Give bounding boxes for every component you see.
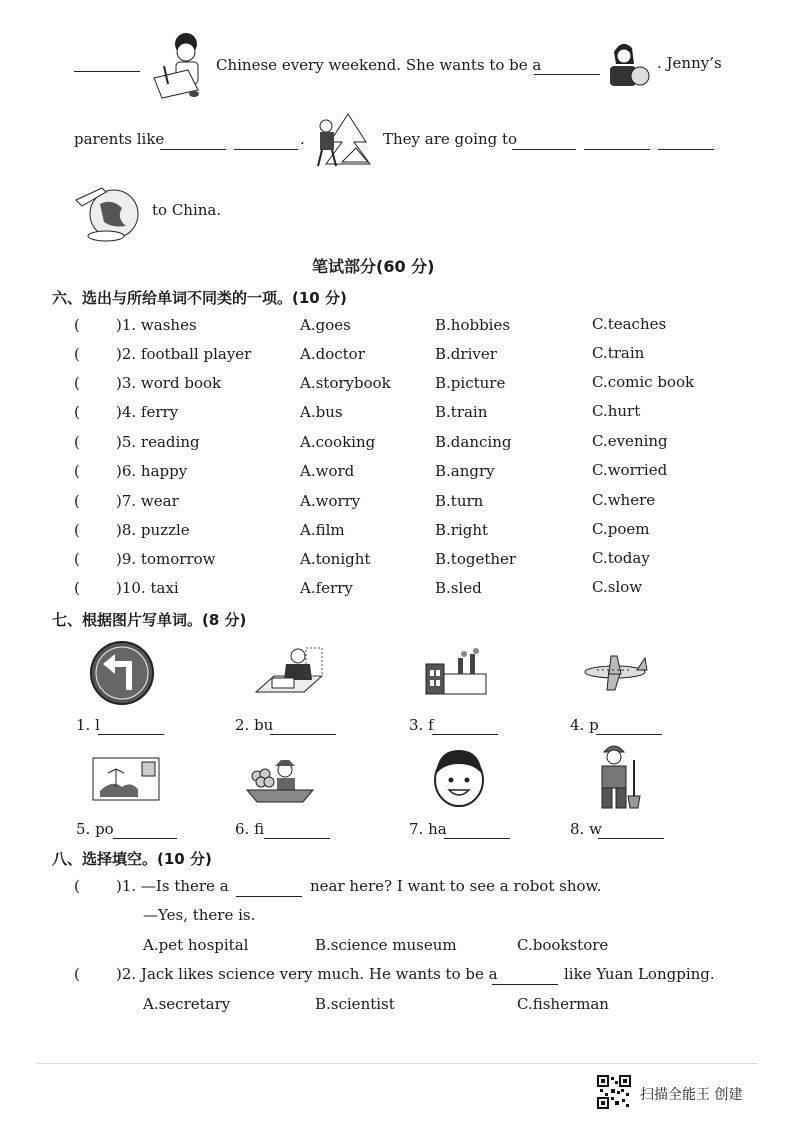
answer-paren[interactable]: ( <box>74 965 80 983</box>
answer-blank[interactable] <box>264 837 330 839</box>
picture-word-label: 6. fi <box>235 820 265 838</box>
option-a: A.secretary <box>143 995 231 1013</box>
answer-blank[interactable] <box>98 733 164 735</box>
page-divider <box>36 1063 758 1064</box>
written-part-header: 笔试部分(60 分) <box>312 257 435 276</box>
option-b: B.picture <box>435 374 506 392</box>
option-a: A.worry <box>300 492 361 510</box>
story-line-3: to China. <box>152 201 222 219</box>
story-line-2b: They are going to <box>383 130 518 148</box>
answer-paren[interactable]: ( <box>74 433 80 451</box>
section-6-title: 六、选出与所给单词不同类的一项。(10 分) <box>52 289 347 307</box>
option-b: B.turn <box>435 492 484 510</box>
option-a: A.word <box>300 462 355 480</box>
option-c: C.hurt <box>592 402 641 420</box>
answer-paren[interactable]: ( <box>74 462 80 480</box>
picture-word-label: 5. po <box>76 820 114 838</box>
option-b: B.driver <box>435 345 497 363</box>
picture-word-label: 7. ha <box>409 820 447 838</box>
option-c: C.today <box>592 549 650 567</box>
answer-paren[interactable]: ( <box>74 492 80 510</box>
option-a: A.ferry <box>300 579 353 597</box>
option-b: B.scientist <box>315 995 395 1013</box>
picture-word-label: 8. w <box>570 820 602 838</box>
question-text: )1. —Is there a <box>116 877 229 895</box>
factory-icon <box>424 648 488 696</box>
answer-blank[interactable] <box>234 148 298 150</box>
footer-watermark-text: 扫描全能王 创建 <box>640 1087 743 1103</box>
answer-blank[interactable] <box>74 70 140 72</box>
story-line-1: Chinese every weekend. She wants to be a <box>216 56 542 74</box>
question-word: )6. happy <box>116 462 188 480</box>
answer-paren[interactable]: ( <box>74 550 80 568</box>
answer-blank[interactable] <box>492 983 558 985</box>
question-word: )3. word book <box>116 374 222 392</box>
question-text-b: near here? I want to see a robot show. <box>310 877 602 895</box>
picture-word-label: 1. l <box>76 716 100 734</box>
section-7-title: 七、根据图片写单词。(8 分) <box>52 611 247 629</box>
option-a: A.film <box>300 521 345 539</box>
option-c: C.fisherman <box>517 995 609 1013</box>
answer-blank[interactable] <box>270 733 336 735</box>
answer-paren[interactable]: ( <box>74 579 80 597</box>
answer-blank[interactable] <box>658 148 714 150</box>
businessman-icon <box>252 646 324 698</box>
plane-icon <box>583 652 649 692</box>
worker-icon <box>590 740 646 812</box>
option-c: C.poem <box>592 520 650 538</box>
hiking-icon <box>312 108 378 170</box>
story-line-1-tail: . Jenny’s <box>657 54 722 72</box>
answer-paren[interactable]: ( <box>74 877 80 895</box>
option-c: C.evening <box>592 432 668 450</box>
answer-paren[interactable]: ( <box>74 403 80 421</box>
question-text-b: like Yuan Longping. <box>564 965 715 983</box>
option-c: C.worried <box>592 461 668 479</box>
reply-text: —Yes, there is. <box>143 906 256 924</box>
story-line-2: parents like <box>74 130 165 148</box>
option-c: C.comic book <box>592 373 695 391</box>
question-word: )4. ferry <box>116 403 179 421</box>
picture-word-label: 4. p <box>570 716 599 734</box>
answer-paren[interactable]: ( <box>74 521 80 539</box>
woman-globe-icon <box>604 36 652 88</box>
option-b: B.together <box>435 550 517 568</box>
answer-blank[interactable] <box>236 895 302 897</box>
option-b: B.train <box>435 403 488 421</box>
answer-blank[interactable] <box>534 73 600 75</box>
answer-paren[interactable]: ( <box>74 374 80 392</box>
option-a: A.tonight <box>300 550 371 568</box>
option-b: B.dancing <box>435 433 512 451</box>
option-c: C.slow <box>592 578 643 596</box>
option-b: B.sled <box>435 579 482 597</box>
option-b: B.angry <box>435 462 495 480</box>
girl-writing-icon <box>148 30 208 100</box>
option-a: A.goes <box>300 316 351 334</box>
option-b: B.hobbies <box>435 316 511 334</box>
section-8-title: 八、选择填空。(10 分) <box>52 850 212 868</box>
question-word: )2. football player <box>116 345 252 363</box>
option-a: A.pet hospital <box>143 936 249 954</box>
question-word: )5. reading <box>116 433 200 451</box>
answer-paren[interactable]: ( <box>74 345 80 363</box>
plane-globe-icon <box>72 178 146 244</box>
question-word: )10. taxi <box>116 579 179 597</box>
question-word: )9. tomorrow <box>116 550 216 568</box>
option-a: A.cooking <box>300 433 376 451</box>
picture-word-label: 2. bu <box>235 716 274 734</box>
postcard-icon <box>92 757 160 801</box>
option-c: C.teaches <box>592 315 667 333</box>
answer-blank[interactable] <box>444 837 510 839</box>
option-a: A.storybook <box>300 374 391 392</box>
story-line-2-dot: . <box>300 130 305 148</box>
answer-blank[interactable] <box>584 148 650 150</box>
answer-blank[interactable] <box>432 733 498 735</box>
qr-code-icon <box>597 1075 631 1109</box>
turn-left-sign-icon <box>89 640 155 706</box>
picture-word-label: 3. f <box>409 716 434 734</box>
question-word: )8. puzzle <box>116 521 190 539</box>
question-word: )1. washes <box>116 316 197 334</box>
answer-blank[interactable] <box>113 837 177 839</box>
option-b: B.right <box>435 521 489 539</box>
option-c: C.train <box>592 344 645 362</box>
fisherman-icon <box>245 760 315 804</box>
option-c: C.bookstore <box>517 936 609 954</box>
option-a: A.bus <box>300 403 343 421</box>
answer-blank[interactable] <box>596 733 662 735</box>
answer-blank[interactable] <box>598 837 664 839</box>
question-word: )7. wear <box>116 492 179 510</box>
option-c: C.where <box>592 491 656 509</box>
question-text: )2. Jack likes science very much. He wants to be a <box>116 965 498 983</box>
option-a: A.doctor <box>300 345 365 363</box>
happy-face-icon <box>430 746 488 808</box>
answer-blank[interactable] <box>512 148 576 150</box>
option-b: B.science museum <box>315 936 457 954</box>
answer-blank[interactable] <box>160 148 226 150</box>
answer-paren[interactable]: ( <box>74 316 80 334</box>
